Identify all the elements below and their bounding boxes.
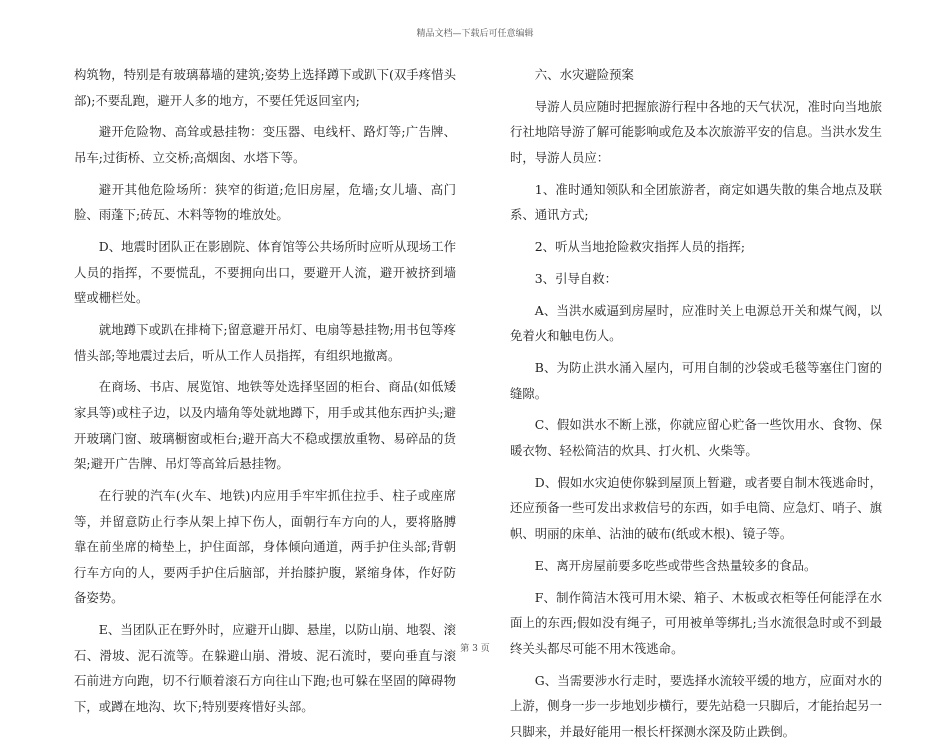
paragraph: 3、引导自救： [534,270,618,286]
paragraph: 避开其他危险场所：狭窄的街道;危旧房屋，危墙;女儿墙、高门脸、雨蓬下;砖瓦、木料等物的堆放处。 [74,181,456,223]
paragraph: 1、准时通知领队和全团旅游者，商定如遇失散的集合地点及联系、通讯方式; [510,181,882,223]
paragraph: D、假如水灾迫使你躲到屋顶上暂避，或者要自制木筏逃命时，还应预备一些可发出求救信号的东西，如手电筒、应急灯、哨子、旗帜、明丽的床单、沾油的破布(纸或木根)、镜子等。 [510,474,882,541]
paragraph: A、当洪水威逼到房屋时，应准时关上电源总开关和煤气阀，以免着火和触电伤人。 [510,302,882,344]
paragraph: F、制作简洁木筏可用木梁、箱子、木板或衣柜等任何能浮在水面上的东西;假如没有绳子，可用被单等绑扎;当水流很急时或不到最终关头都尽可能不用木筏逃命。 [510,589,882,656]
paragraph: 导游人员应随时把握旅游行程中各地的天气状况，准时向当地旅行社地陪导游了解可能影响或危及本次旅游平安的信息。当洪水发生时，导游人员应： [510,98,882,165]
paragraph: 就地蹲下或趴在排椅下;留意避开吊灯、电扇等悬挂物;用书包等疼惜头部;等地震过去后，听从工作人员指挥，有组织地撤离。 [74,322,456,363]
paragraph: B、为防止洪水涌入屋内，可用自制的沙袋或毛毯等塞住门窗的缝隙。 [510,360,882,401]
page-number: 第 3 页 [460,644,490,654]
section-heading: 六、水灾避险预案 [534,67,634,82]
paragraph: 避开危险物、高耸或悬挂物：变压器、电线杆、路灯等;广告牌、吊车;过街桥、立交桥;高烟囱、水塔下等。 [74,124,456,165]
paragraph: E、当团队正在野外时，应避开山脚、悬崖，以防山崩、地裂、滚石、滑坡、泥石流等。在躲避山崩、滑坡、泥石流时，要向垂直与滚石前进方向跑，切不行顺着滚石方向往山下跑;也可躲在坚固的障碍物下，或蹲在地沟、坎下;特别要疼惜好头部。 [74,622,456,714]
left-column [74,62,456,726]
paragraph: 2、听从当地抢险救灾指挥人员的指挥; [534,239,746,255]
paragraph: 构筑物，特别是有玻璃幕墙的建筑;姿势上选择蹲下或趴下(双手疼惜头部);不要乱跑，避开人多的地方，不要任凭返回室内; [74,67,456,108]
paragraph: E、离开房屋前要多吃些或带些含热量较多的食品。 [534,557,817,573]
paragraph: D、地震时团队正在影剧院、体育馆等公共场所时应听从现场工作人员的指挥，不要慌乱，不要拥向出口，要避开人流，避开被挤到墙壁或栅栏处。 [74,239,456,306]
paragraph: 在行驶的汽车(火车、地铁)内应用手牢牢抓住拉手、柱子或座席等，并留意防止行李从架上掉下伤人，面朝行车方向的人，要将胳膊靠在前坐席的椅垫上，护住面部，身体倾向通道，两手护住头部;背朝行车方向的人，要两手护住后脑部，并抬膝护腹，紧缩身体，作好防备姿势。 [74,488,456,606]
paragraph: G、当需要涉水行走时，要选择水流较平缓的地方，应面对水的上游，侧身一步一步地划步横行，要先站稳一只脚后，才能抬起另一只脚来，并最好能用一根长杆探测水深及防止跌倒。 [510,672,882,739]
paragraph: C、假如洪水不断上涨，你就应留心贮备一些饮用水、食物、保暖衣物、轻松简洁的炊具、打火机、火柴等。 [510,417,882,459]
page-header: 精品文档—下载后可任意编辑 [416,29,534,39]
paragraph: 在商场、书店、展览馆、地铁等处选择坚固的柜台、商品(如低矮家具等)或柱子边，以及内墙角等处就地蹲下，用手或其他东西护头;避开玻璃门窗、玻璃橱窗或柜台;避开高大不稳或摆放重物、易碎品的货架;避开广告牌、吊灯等高耸后悬挂物。 [74,379,456,472]
